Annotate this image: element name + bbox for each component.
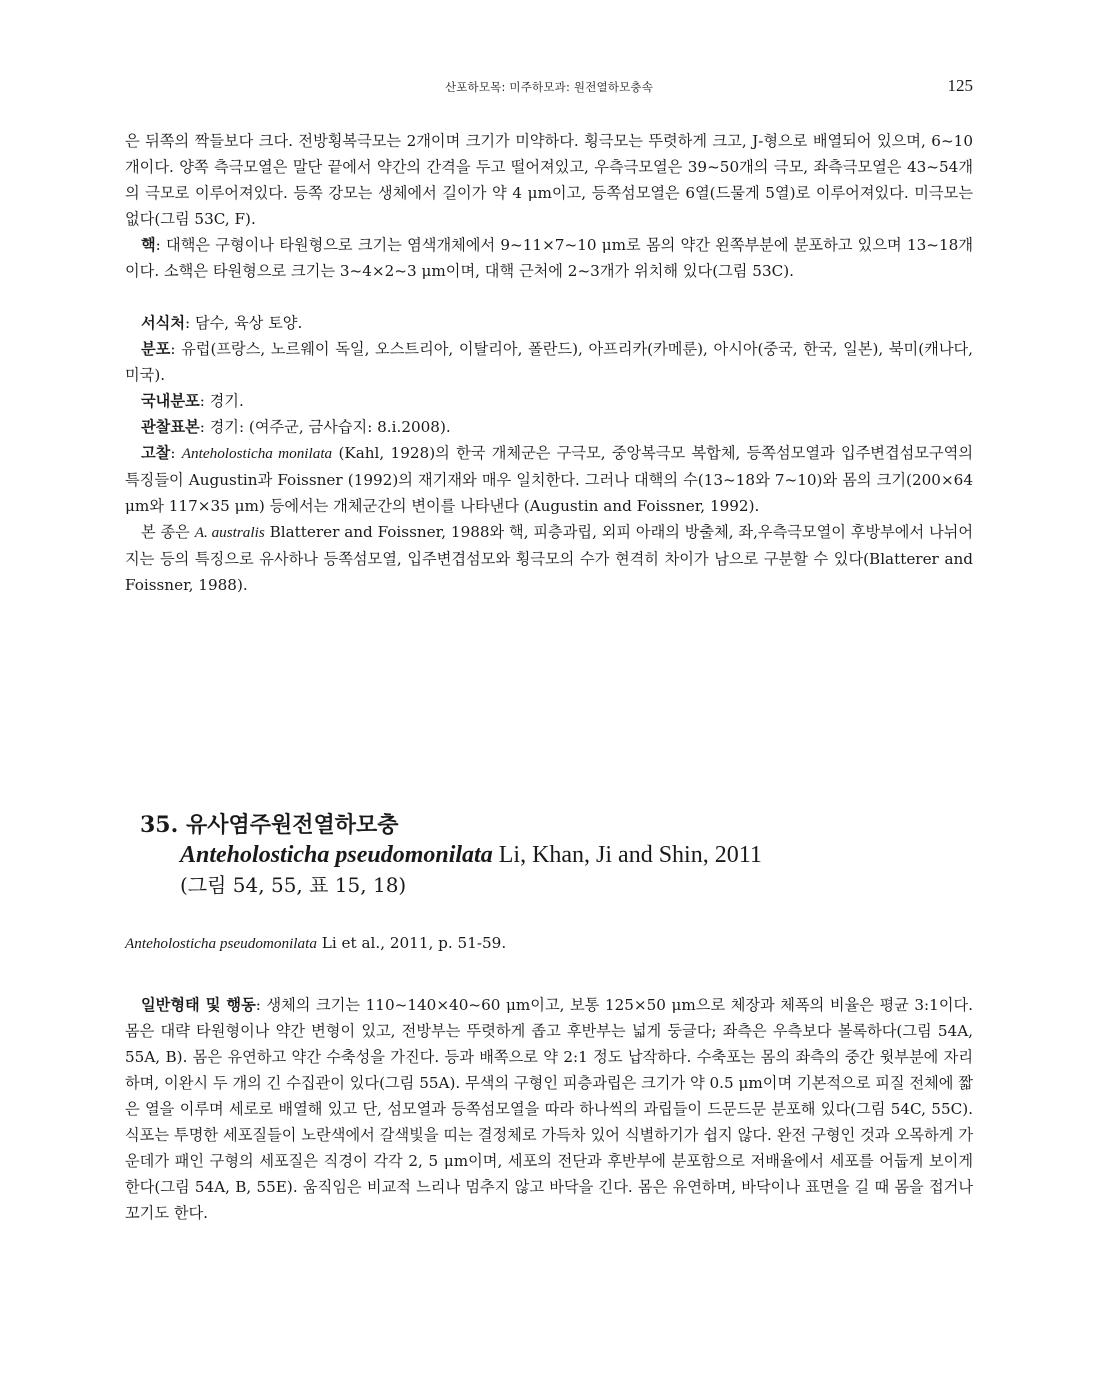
- text-nuclei: : 대핵은 구형이나 타원형으로 크기는 염색개체에서 9~11×7~10 μm로 몸의 약간 왼쪽부분에 분포하고 있으며 13~18개이다. 소핵은 타원형으로 크기는 3~4×2~3 μm이며, 대핵 근처에 2~3개가 위치해 있다(그림 53C).: [125, 236, 973, 280]
- heading-figures: (그림 54, 55, 표 15, 18): [180, 873, 407, 897]
- heading-scientific-name: Anteholosticha pseudomonilata: [180, 842, 493, 868]
- text-distribution: : 유럽(프랑스, 노르웨이 독일, 오스트리아, 이탈리아, 폴란드), 아프리카(카메룬), 아시아(중국, 한국, 일본), 북미(캐나다, 미국).: [125, 340, 973, 384]
- text-habitat: : 담수, 육상 토양.: [185, 314, 303, 332]
- text-specimens: : 경기: (여주군, 금사습지: 8.i.2008).: [199, 418, 451, 436]
- page-number: 125: [947, 76, 973, 95]
- species-heading: [140, 810, 970, 900]
- label-domestic: 국내분포: [141, 392, 200, 410]
- species-name: Anteholosticha monilata: [181, 445, 333, 462]
- heading-number: 35.: [140, 812, 179, 838]
- body-text-lower: [125, 992, 973, 1226]
- heading-korean-name: 유사염주원전열하모충: [185, 812, 399, 838]
- paragraph-morphology: [125, 992, 973, 1226]
- label-nuclei: 핵: [141, 236, 156, 254]
- running-head: 산포하모목: 미주하모과: 원전열하모충속: [444, 80, 654, 94]
- synonymy-citation: [125, 930, 973, 957]
- label-remarks: 고찰: [141, 444, 171, 462]
- heading-authority: Li, Khan, Ji and Shin, 2011: [492, 842, 762, 868]
- paragraph-distribution: [125, 336, 973, 388]
- text-domestic: : 경기.: [199, 392, 244, 410]
- heading-line-1: [140, 810, 970, 840]
- citation-text: Li et al., 2011, p. 51-59.: [316, 934, 507, 952]
- label-specimens: 관찰표본: [141, 418, 200, 436]
- label-distribution: 분포: [141, 340, 171, 358]
- text-remarks2: Blatterer and Foissner, 1988와 핵, 피층과립, 외피 아래의 방출체, 좌,우측극모열이 후방부에서 나뉘어 지는 등의 특징으로 유사하나 등쪽섬모열, 입주변겹섬모와 횡극모의 수가 현격히 차이가 남으로 구분할 수 있다(Blatterer and Foissner, 1988).: [125, 523, 973, 594]
- body-text-upper: [125, 128, 973, 598]
- text-remarks: (Kahl, 1928)의 한국 개체군은 구극모, 중앙복극모 복합체, 등쪽섬모열과 입주변겹섬모구역의 특징들이 Augustin과 Foissner (1992)의 재기재와 매우 일치한다. 그러나 대핵의 수(13~18와 7~10)와 몸의 크기(200×64 μm와 117×35 μm) 등에서는 개체군간의 변이를 나타낸다 (Augustin and Foissner, 1992).: [125, 444, 973, 515]
- heading-line-2: [140, 840, 970, 870]
- paragraph-remarks-2: [125, 519, 973, 598]
- text-remarks2-pre: 본 종은: [141, 523, 195, 541]
- text-remarks-pre: :: [170, 444, 182, 462]
- label-habitat: 서식처: [141, 314, 186, 332]
- page-header: [125, 76, 973, 100]
- species-name-2: A. australis: [194, 524, 265, 541]
- citation-species: Anteholosticha pseudomonilata: [125, 935, 317, 952]
- text-morphology: : 생체의 크기는 110~140×40~60 μm이고, 보통 125×50 μm으로 체장과 체폭의 비율은 평균 3:1이다. 몸은 대략 타원형이나 약간 변형이 있고, 전방부는 뚜렷하게 좁고 후반부는 넓게 둥글다; 좌측은 우측보다 볼록하다(그림 54A, 55A, B). 몸은 유연하고 약간 수축성을 가진다. 등과 배쪽으로 약 2:1 정도 납작하다. 수축포는 몸의 좌측의 중간 윗부분에 자리하며, 이완시 두 개의 긴 수집관이 있다(그림 55A). 무색의 구형인 피층과립은 크기가 약 0.5 μm이며 기본적으로 피질 전체에 짧은 열을 이루며 세로로 배열해 있고 단, 섬모열과 등쪽섬모열을 따라 하나씩의 과립들이 드문드문 분포해 있다(그림 54C, 55C). 식포는 투명한 세포질들이 노란색에서 갈색빛을 띠는 결정체로 가득차 있어 식별하기가 쉽지 않다. 완전 구형인 것과 오목하게 가운데가 패인 구형의 세포질은 직경이 각각 2, 5 μm이며, 세포의 전단과 후반부에 분포함으로 저배율에서 세포를 어둡게 보이게 한다(그림 54A, B, 55E). 움직임은 비교적 느리나 멈추지 않고 바닥을 긴다. 몸은 유연하며, 바닥이나 표면을 길 때 몸을 접거나 꼬기도 한다.: [125, 996, 973, 1222]
- paragraph-remarks: [125, 440, 973, 519]
- label-morphology: 일반형태 및 행동: [141, 996, 256, 1014]
- paragraph-domestic: [125, 388, 973, 414]
- paragraph-specimens: [125, 414, 973, 440]
- paragraph-nuclei: [125, 232, 973, 284]
- paragraph-habitat: [125, 310, 973, 336]
- paragraph-ciliature: 은 뒤쪽의 짝들보다 크다. 전방횡복극모는 2개이며 크기가 미약하다. 횡극모는 뚜렷하게 크고, J-형으로 배열되어 있으며, 6~10개이다. 양쪽 측극모열은 말단 끝에서 약간의 간격을 두고 떨어져있고, 우측극모열은 39~50개의 극모, 좌측극모열은 43~54개의 극모로 이루어져있다. 등쪽 강모는 생체에서 길이가 약 4 μm이고, 등쪽섬모열은 6열(드물게 5열)로 이루어져있다. 미극모는 없다(그림 53C, F).: [125, 132, 973, 228]
